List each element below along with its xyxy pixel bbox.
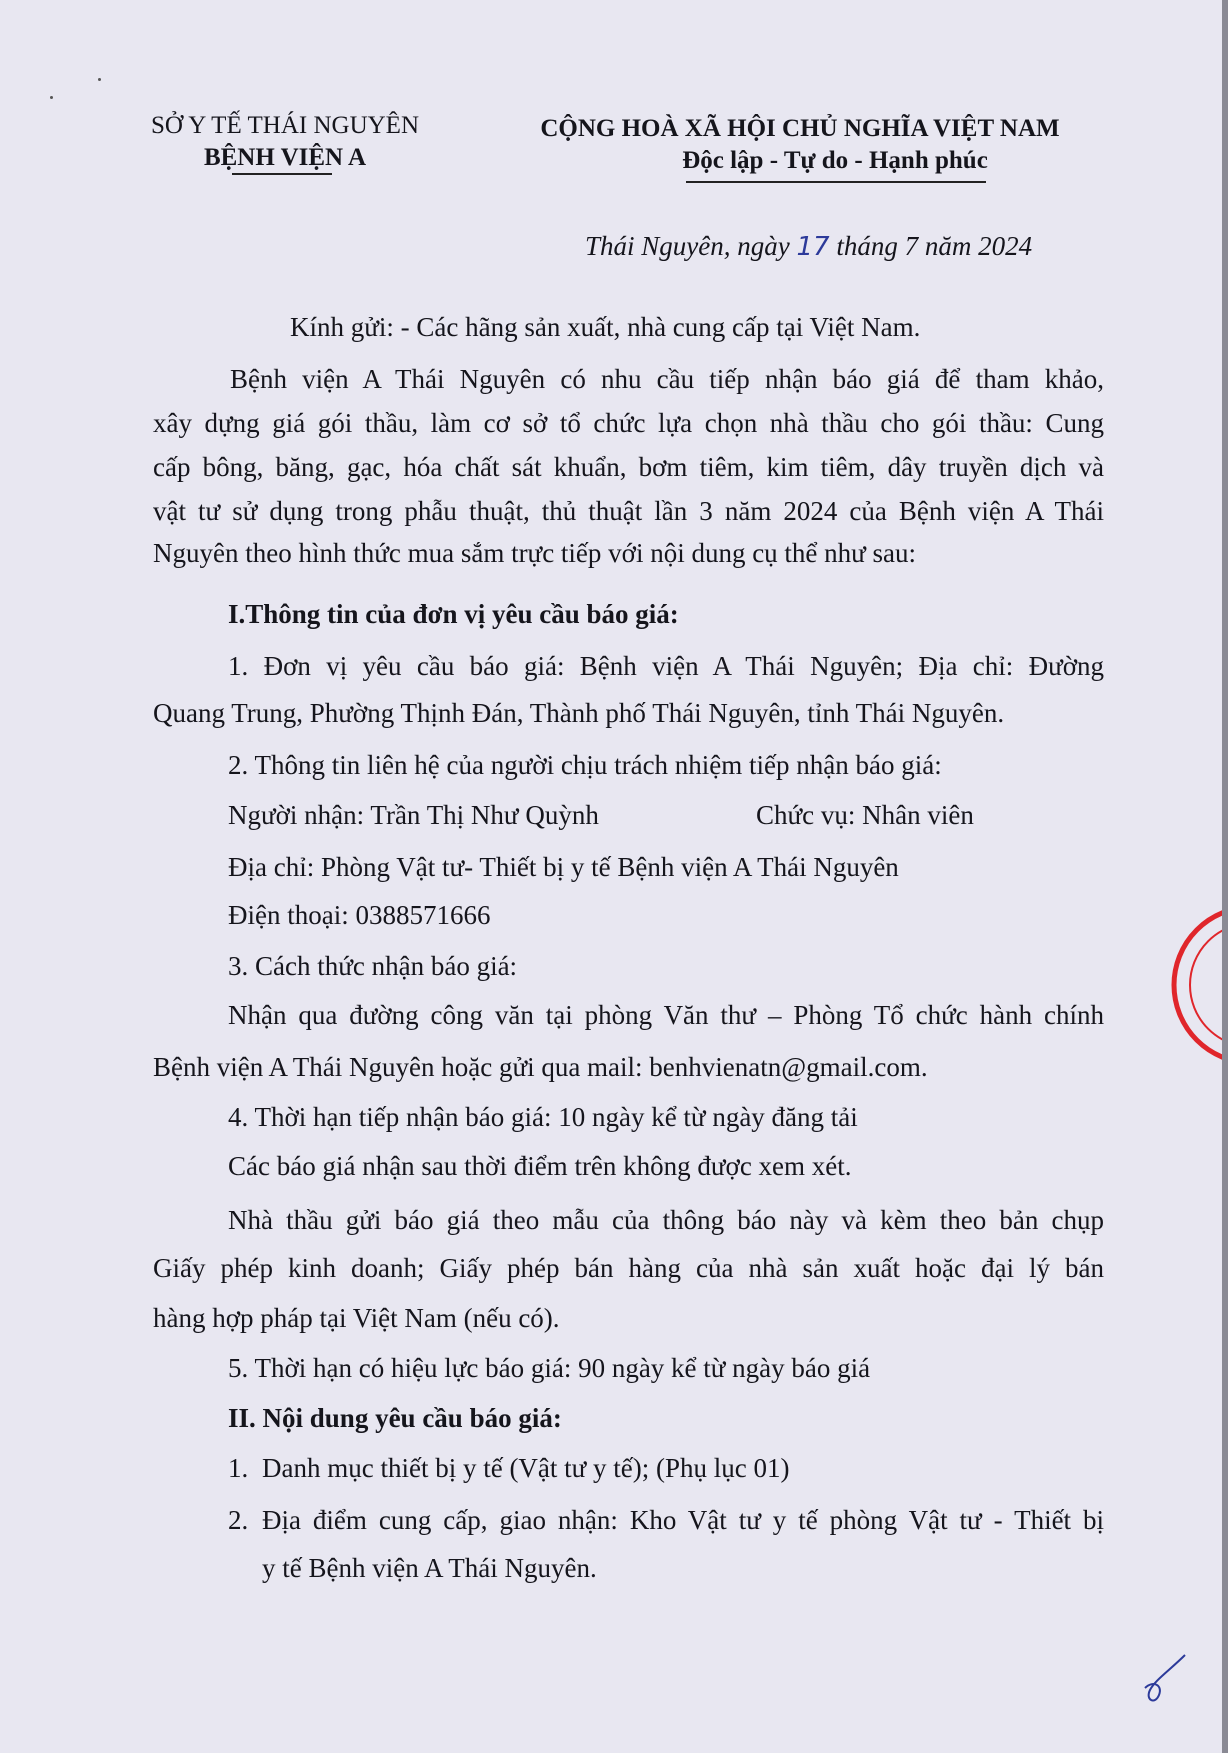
agency-name: SỞ Y TẾ THÁI NGUYÊN (150, 112, 420, 139)
section-1-item: 2. Thông tin liên hệ của người chịu trách nhiệm tiếp nhận báo giá: (228, 750, 942, 780)
section-2-num: 1. (228, 1453, 249, 1483)
section-2-num: 2. (228, 1505, 249, 1535)
receiver-position: Chức vụ: Nhân viên (756, 800, 974, 830)
handwritten-day: 17 (796, 232, 830, 262)
section-1-item: 5. Thời hạn có hiệu lực báo giá: 90 ngày kể từ ngày báo giá (228, 1353, 871, 1383)
receiver-phone: Điện thoại: 0388571666 (228, 900, 491, 930)
receiver-address: Địa chỉ: Phòng Vật tư- Thiết bị y tế Bệnh viện A Thái Nguyên (228, 852, 899, 882)
scan-speck (98, 78, 101, 81)
intro-line: Nguyên theo hình thức mua sắm trực tiếp với nội dung cụ thể như sau: (153, 538, 917, 568)
recipient-line: Kính gửi: - Các hãng sản xuất, nhà cung cấp tại Việt Nam. (290, 312, 921, 342)
section-2-item: Địa điểm cung cấp, giao nhận: Kho Vật tư y tế phòng Vật tư - Thiết bị (262, 1505, 1104, 1535)
bidder-line: Nhà thầu gửi báo giá theo mẫu của thông báo này và kèm theo bản chụp (228, 1205, 1104, 1235)
initial-signature (1125, 1650, 1195, 1710)
red-seal-inner-ring (1190, 923, 1222, 1047)
date-prefix: Thái Nguyên, ngày (585, 231, 797, 261)
document-date (585, 228, 1032, 265)
section-2-item: Danh mục thiết bị y tế (Vật tư y tế); (Phụ lục 01) (262, 1453, 790, 1483)
intro-line: Bệnh viện A Thái Nguyên có nhu cầu tiếp nhận báo giá để tham khảo, (230, 364, 1104, 394)
intro-line: xây dựng giá gói thầu, làm cơ sở tổ chức lựa chọn nhà thầu cho gói thầu: Cung (153, 408, 1104, 438)
national-title: CỘNG HOÀ XÃ HỘI CHỦ NGHĨA VIỆT NAM (540, 115, 1060, 142)
scan-edge (1222, 0, 1228, 1753)
intro-line: cấp bông, băng, gạc, hóa chất sát khuẩn, bơm tiêm, kim tiêm, dây truyền dịch và (153, 452, 1104, 482)
scan-speck (50, 96, 53, 99)
section-1-item: Bệnh viện A Thái Nguyên hoặc gửi qua mail: benhvienatn@gmail.com. (153, 1052, 928, 1082)
motto-underline (686, 181, 986, 183)
date-suffix: tháng 7 năm 2024 (829, 231, 1033, 261)
bidder-line: Giấy phép kinh doanh; Giấy phép bán hàng của nhà sản xuất hoặc đại lý bán (153, 1253, 1104, 1283)
section-2-title: II. Nội dung yêu cầu báo giá: (228, 1403, 562, 1433)
intro-line: vật tư sử dụng trong phẫu thuật, thủ thuật lần 3 năm 2024 của Bệnh viện A Thái (153, 496, 1104, 526)
national-motto: Độc lập - Tự do - Hạnh phúc (682, 147, 988, 174)
section-1-item: 4. Thời hạn tiếp nhận báo giá: 10 ngày kể từ ngày đăng tải (228, 1102, 858, 1132)
section-1-item: Các báo giá nhận sau thời điểm trên không được xem xét. (228, 1151, 852, 1181)
hospital-underline (232, 173, 332, 175)
receiver-name: Người nhận: Trần Thị Như Quỳnh (228, 800, 599, 830)
section-1-item: 1. Đơn vị yêu cầu báo giá: Bệnh viện A Thái Nguyên; Địa chỉ: Đường (228, 651, 1104, 681)
section-1-title: I.Thông tin của đơn vị yêu cầu báo giá: (228, 599, 679, 629)
section-1-item: Quang Trung, Phường Thịnh Đán, Thành phố Thái Nguyên, tỉnh Thái Nguyên. (153, 698, 1005, 728)
red-seal-stamp (1170, 900, 1222, 1070)
bidder-line: hàng hợp pháp tại Việt Nam (nếu có). (153, 1303, 560, 1333)
hospital-name: BỆNH VIỆN A (203, 144, 367, 171)
red-seal-outer-ring (1174, 907, 1222, 1063)
section-2-item: y tế Bệnh viện A Thái Nguyên. (262, 1553, 597, 1583)
section-1-item: Nhận qua đường công văn tại phòng Văn thư – Phòng Tổ chức hành chính (228, 1000, 1104, 1030)
section-1-item: 3. Cách thức nhận báo giá: (228, 951, 518, 981)
